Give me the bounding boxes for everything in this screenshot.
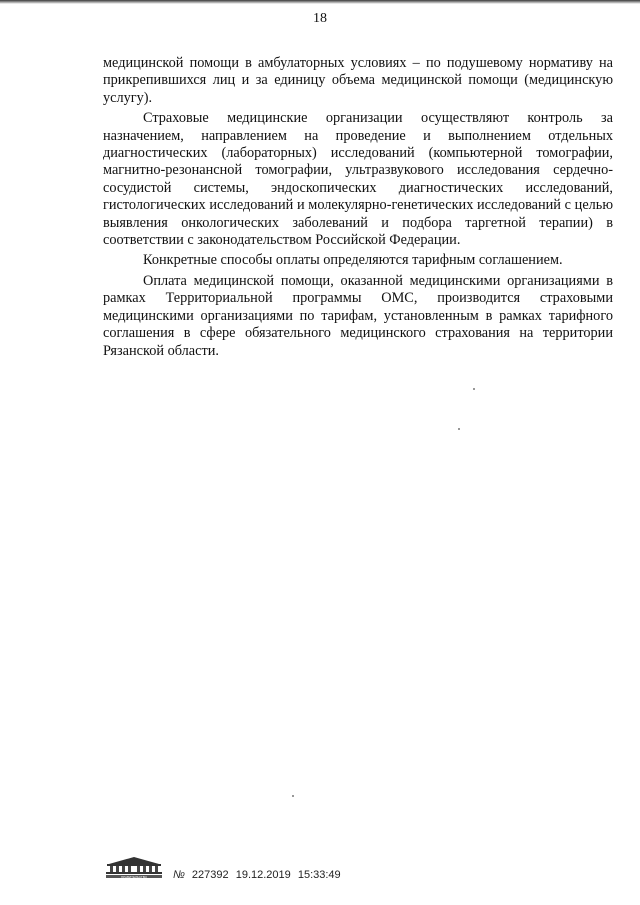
scan-speck bbox=[458, 428, 460, 430]
number-sign: № bbox=[173, 869, 185, 881]
stamp-text bbox=[173, 869, 341, 881]
scan-speck bbox=[292, 795, 294, 797]
paragraph-continuation: медицинской помощи в амбулаторных условиях – по подушевому нормативу на прикрепившихся лиц и за единицу объема медицинской помощи (медицинскую услугу). bbox=[103, 55, 613, 106]
scan-edge bbox=[0, 0, 640, 4]
government-building-emblem-icon bbox=[103, 855, 165, 879]
doc-number: 227392 bbox=[191, 869, 229, 881]
paragraph-insurance-control: Страховые медицинские организации осуществляют контроль за назначением, направлением на проведение и выполнением отдельных диагностических (лабораторных) исследований (компьютерной томографии, магнитно-резонансной томографии, ультразвукового исследования сердечно-сосудистой системы, эндоскопических диагностических исследований, гистологических исследований и молекулярно-генетических исследований с целью выявления онкологических заболеваний и подбора таргетной терапии) в соответствии с законодательством Российской Федерации. bbox=[103, 110, 613, 249]
paragraph-payment-rates: Оплата медицинской помощи, оказанной медицинскими организациями в рамках Территориальной программы ОМС, производится страховыми медицинскими организациями по тарифам, установленным в рамках тарифного соглашения в сфере обязательного медицинского страхования на территории Рязанской области. bbox=[103, 272, 613, 359]
stamp-time: 15:33:49 bbox=[297, 869, 341, 881]
svg-text:ПРАВИТЕЛЬСТВО: ПРАВИТЕЛЬСТВО bbox=[121, 875, 147, 879]
stamp-date: 19.12.2019 bbox=[235, 869, 291, 881]
scan-speck bbox=[473, 388, 475, 390]
registration-stamp bbox=[103, 855, 363, 895]
page-number: 18 bbox=[313, 11, 327, 26]
document-body bbox=[103, 55, 613, 360]
paragraph-payment-methods: Конкретные способы оплаты определяются тарифным соглашением. bbox=[143, 252, 563, 269]
